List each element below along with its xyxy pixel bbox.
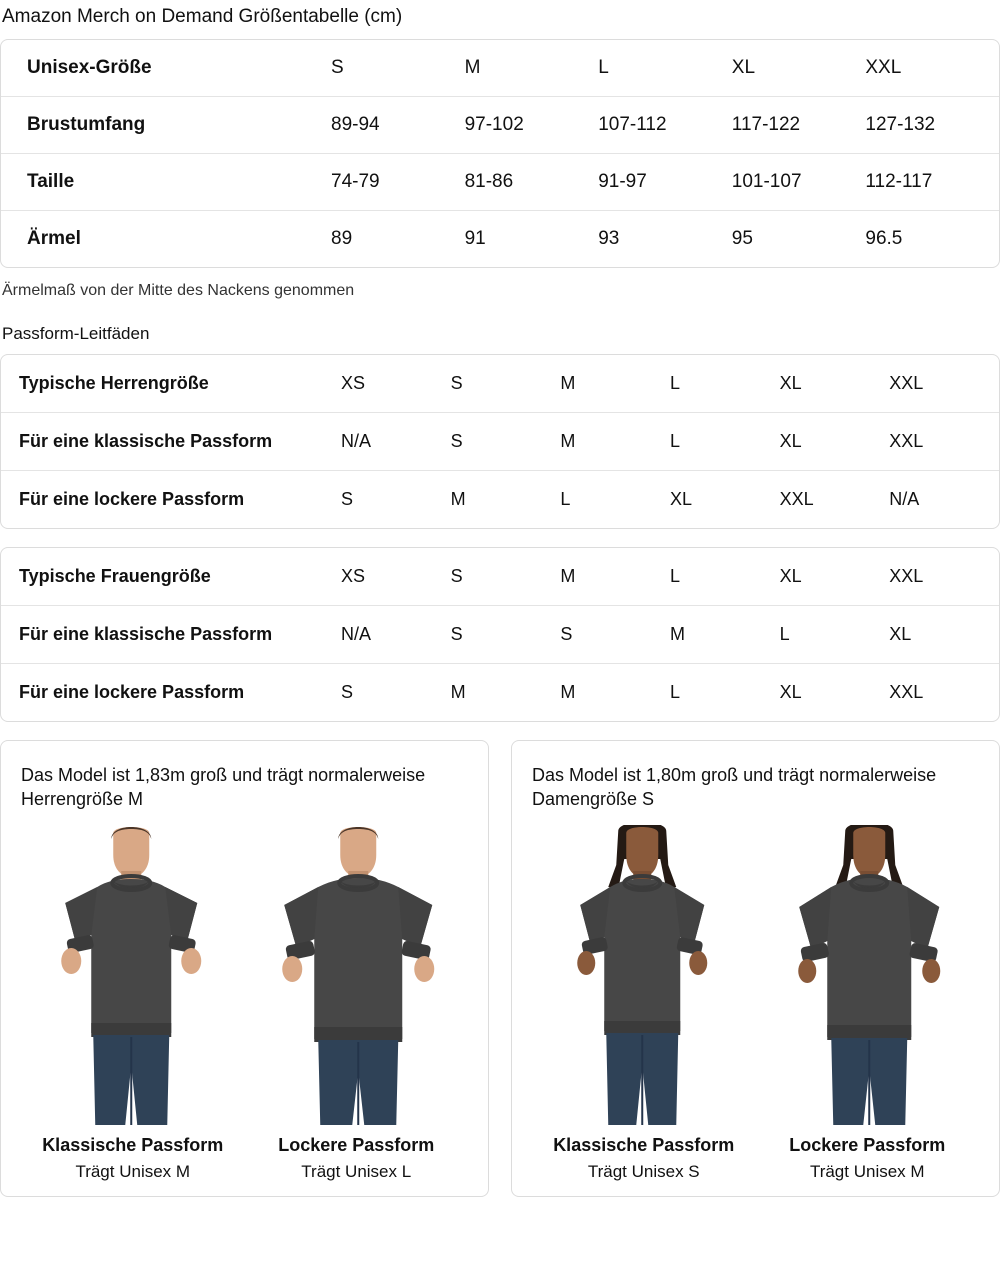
cell-value: N/A [341, 605, 451, 663]
cell-value: L [560, 470, 670, 528]
page-title: Amazon Merch on Demand Größentabelle (cm) [2, 6, 403, 27]
female-model-card [511, 740, 1000, 1198]
row-label: Für eine klassische Passform [1, 605, 341, 663]
female-relaxed-fit-label [756, 1135, 980, 1182]
cell-value: 112-117 [865, 153, 999, 210]
cell-value: S [450, 372, 463, 393]
table-row [1, 412, 999, 470]
cell-value: S [451, 412, 561, 470]
cell-value: XXL [889, 663, 999, 721]
cell-value: XL [780, 663, 890, 721]
cell-value: 101-107 [732, 153, 866, 210]
cell-value: M [670, 605, 780, 663]
cell-value: S [341, 663, 451, 721]
male-classic-fit-label [21, 1135, 245, 1182]
cell-value: XS [341, 372, 366, 393]
table-row [1, 210, 999, 267]
row-label: Ärmel [1, 210, 331, 267]
cell-value: L [670, 412, 780, 470]
cell-value: S [331, 56, 344, 78]
cell-value: XL [780, 412, 890, 470]
cell-value: 74-79 [331, 153, 465, 210]
cell-value: XXL [889, 565, 924, 586]
table-row [1, 96, 999, 153]
mens-fit-guide-table [0, 354, 1000, 529]
male-model-figures [21, 825, 468, 1125]
male-relaxed-sweatshirt-illustration [248, 825, 469, 1125]
cell-value: XL [779, 372, 802, 393]
female-model-labels [532, 1135, 979, 1182]
table-row [1, 40, 999, 97]
female-relaxed-fit-figure [759, 825, 980, 1125]
table-row [1, 355, 999, 413]
cell-value: 81-86 [465, 153, 599, 210]
table-row [1, 605, 999, 663]
cell-value: M [464, 56, 481, 78]
table-row [1, 663, 999, 721]
cell-value: L [598, 56, 609, 78]
fit-name: Lockere Passform [789, 1135, 946, 1156]
cell-value: 117-122 [732, 96, 866, 153]
fit-name: Klassische Passform [42, 1135, 224, 1156]
cell-value: 89-94 [331, 96, 465, 153]
fit-wears: Trägt Unisex M [809, 1162, 925, 1182]
cell-value: XXL [889, 412, 999, 470]
male-relaxed-fit-label [245, 1135, 469, 1182]
cell-value: S [341, 470, 451, 528]
female-classic-fit-label [532, 1135, 756, 1182]
male-model-caption: Das Model ist 1,83m groß und trägt normalerweise Herrengröße M [21, 764, 426, 810]
cell-value: 89 [331, 210, 465, 267]
womens-fit-guide-table [0, 547, 1000, 722]
cell-value: 91 [465, 210, 599, 267]
cell-value: 91-97 [598, 153, 732, 210]
cell-value: 107-112 [598, 96, 732, 153]
cell-value: XXL [889, 372, 924, 393]
cell-value: XXL [865, 56, 902, 78]
row-label: Für eine lockere Passform [1, 663, 341, 721]
cell-value: XL [889, 605, 999, 663]
cell-value: S [450, 565, 463, 586]
male-relaxed-fit-figure [248, 825, 469, 1125]
cell-value: 127-132 [865, 96, 999, 153]
cell-value: M [560, 372, 576, 393]
sleeve-measurement-note: Ärmelmaß von der Mitte des Nackens genommen [2, 281, 355, 299]
female-classic-fit-figure [532, 825, 753, 1125]
cell-value: N/A [341, 412, 451, 470]
table-row [1, 470, 999, 528]
male-model-labels [21, 1135, 468, 1182]
cell-value: M [560, 663, 670, 721]
cell-value: L [669, 565, 680, 586]
female-model-caption: Das Model ist 1,80m groß und trägt normalerweise Damengröße S [532, 764, 937, 810]
row-label: Typische Herrengröße [19, 372, 209, 393]
fit-wears: Trägt Unisex M [75, 1162, 191, 1182]
row-label: Für eine klassische Passform [1, 412, 341, 470]
cell-value: 95 [732, 210, 866, 267]
fit-guides-label: Passform-Leitfäden [2, 323, 150, 343]
cell-value: XL [779, 565, 802, 586]
fit-wears: Trägt Unisex L [301, 1162, 412, 1182]
row-label: Für eine lockere Passform [1, 470, 341, 528]
measurements-table [0, 39, 1000, 268]
cell-value: L [669, 372, 680, 393]
row-label: Brustumfang [1, 96, 331, 153]
male-classic-fit-figure [21, 825, 242, 1125]
cell-value: 93 [598, 210, 732, 267]
row-label: Typische Frauengröße [19, 565, 211, 586]
row-label: Taille [1, 153, 331, 210]
female-model-figures [532, 825, 979, 1125]
female-relaxed-sweatshirt-illustration [759, 825, 980, 1125]
cell-value: M [560, 565, 576, 586]
male-classic-sweatshirt-illustration [21, 825, 242, 1125]
cell-value: XXL [780, 470, 890, 528]
cell-value: S [451, 605, 561, 663]
fit-name: Klassische Passform [553, 1135, 735, 1156]
cell-value: M [560, 412, 670, 470]
female-classic-sweatshirt-illustration [532, 825, 753, 1125]
model-cards [0, 740, 1000, 1198]
cell-value: M [451, 470, 561, 528]
table-row [1, 548, 999, 606]
cell-value: L [780, 605, 890, 663]
fit-name: Lockere Passform [278, 1135, 435, 1156]
row-label: Unisex-Größe [27, 56, 152, 78]
cell-value: S [560, 605, 670, 663]
cell-value: L [670, 663, 780, 721]
cell-value: XL [731, 56, 756, 78]
cell-value: XS [341, 565, 366, 586]
cell-value: N/A [889, 470, 999, 528]
cell-value: XL [670, 470, 780, 528]
cell-value: 97-102 [465, 96, 599, 153]
cell-value: M [451, 663, 561, 721]
table-row [1, 153, 999, 210]
cell-value: 96.5 [865, 210, 999, 267]
male-model-card [0, 740, 489, 1198]
fit-wears: Trägt Unisex S [587, 1162, 700, 1182]
